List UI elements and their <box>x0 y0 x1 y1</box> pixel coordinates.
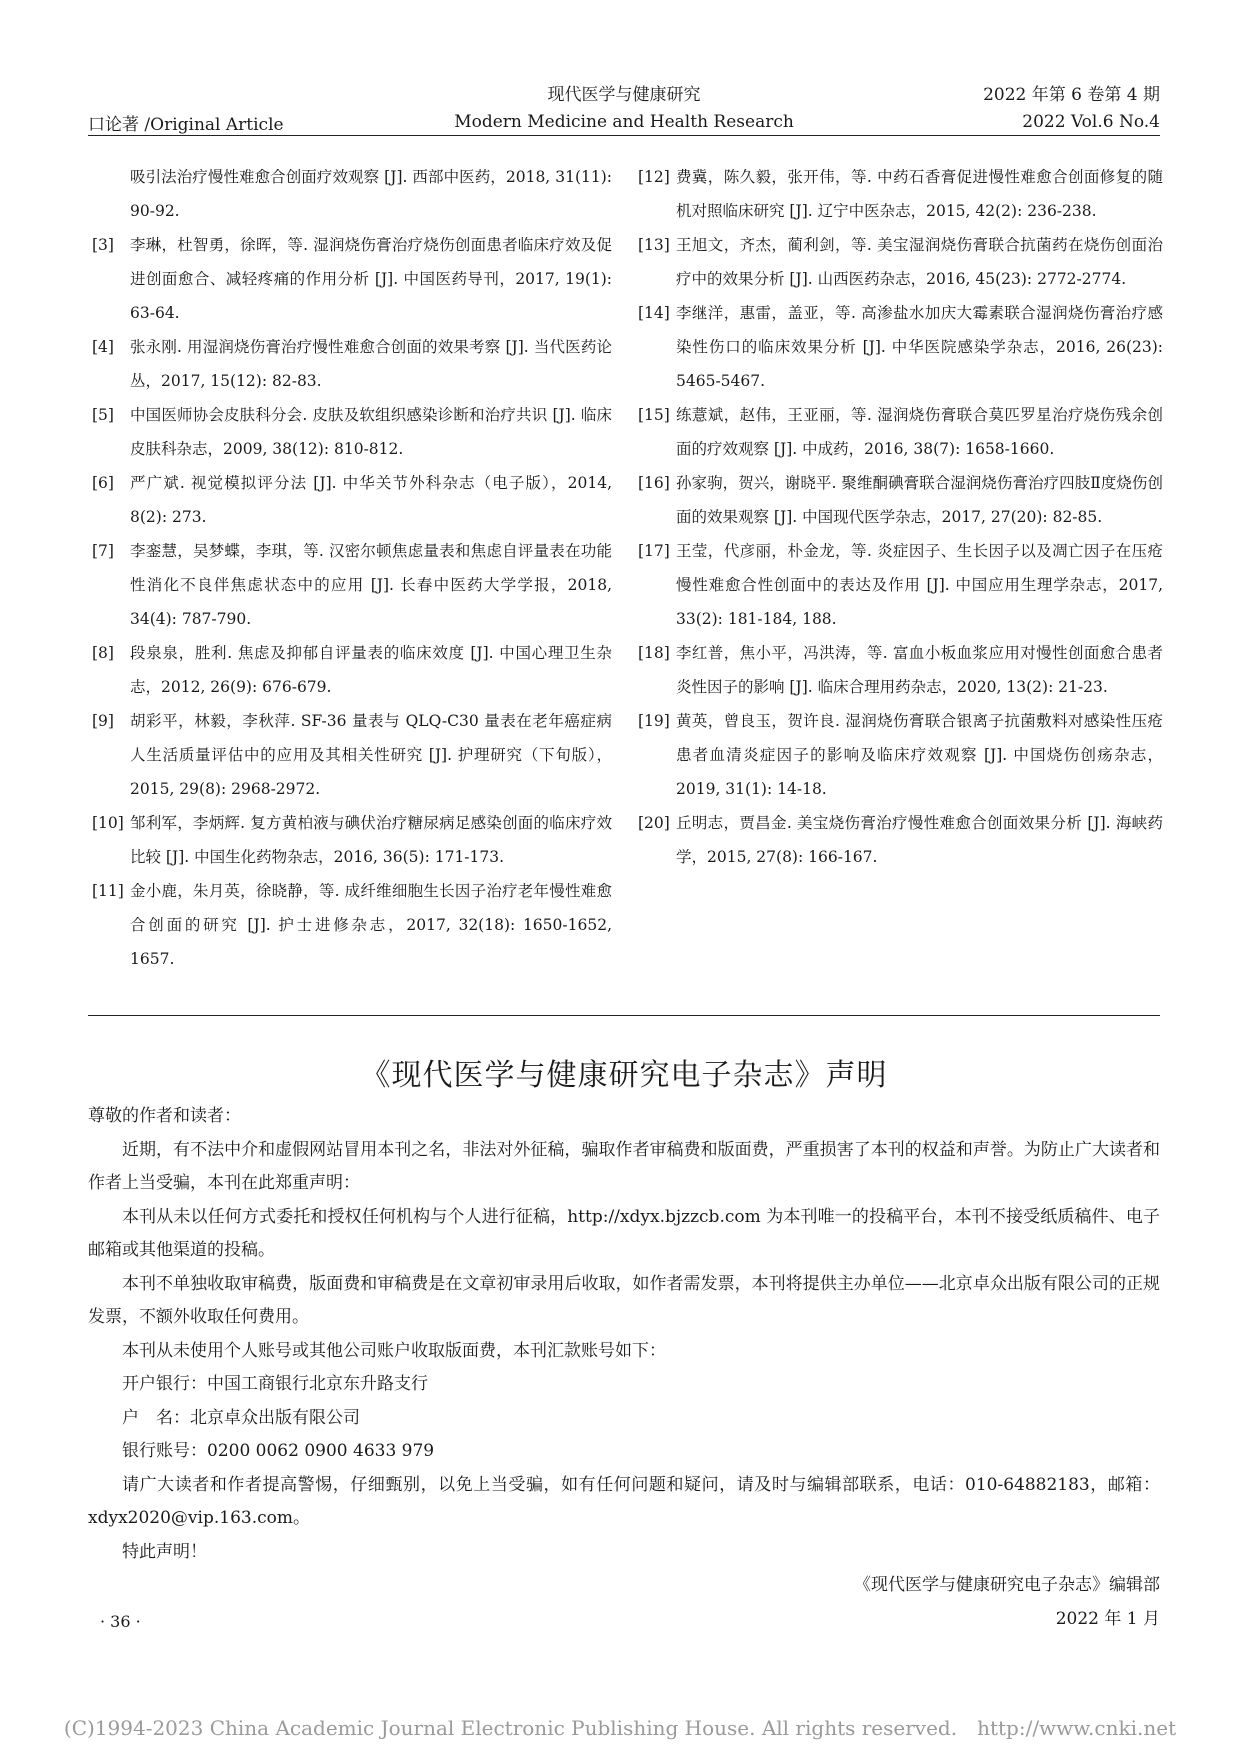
reference-text: 李琳，杜智勇，徐晖，等. 湿润烧伤膏治疗烧伤创面患者临床疗效及促进创面愈合、减轻疼痛的作用分析 [J]. 中国医药导刊，2017, 19(1): 63-64. <box>130 236 612 322</box>
reference-item <box>638 160 1163 228</box>
reference-number: [13] <box>638 236 670 254</box>
reference-text: 李銮慧，吴梦蝶，李琪，等. 汉密尔顿焦虑量表和焦虑自评量表在功能性消化不良伴焦虑状态中的应用 [J]. 长春中医药大学学报，2018, 34(4): 787-790. <box>130 542 612 628</box>
reference-item <box>92 398 612 466</box>
reference-item <box>638 534 1163 636</box>
page-header <box>88 82 1160 135</box>
statement-title: 《现代医学与健康研究电子杂志》声明 <box>360 1058 888 1093</box>
reference-number: [6] <box>92 474 114 492</box>
reference-number: [7] <box>92 542 114 560</box>
copyright-footer: (C)1994-2023 China Academic Journal Electronic Publishing House. All rights reserved. http://www.cnki.net <box>63 1716 1177 1740</box>
reference-text: 丘明志，贾昌金. 美宝烧伤膏治疗慢性难愈合创面效果分析 [J]. 海峡药学，2015, 27(8): 166-167. <box>676 814 1163 866</box>
journal-title-en: Modern Medicine and Health Research <box>454 112 794 132</box>
statement-body <box>88 1100 1160 1636</box>
statement-closing: 特此声明！ <box>122 1541 207 1562</box>
account-number: 银行账号：0200 0062 0900 4633 979 <box>122 1441 435 1461</box>
reference-item <box>638 704 1163 806</box>
reference-item <box>638 636 1163 704</box>
issue-info <box>983 82 1160 136</box>
reference-number: [12] <box>638 168 670 186</box>
reference-text: 胡彩平，林毅，李秋萍. SF-36 量表与 QLQ-C30 量表在老年癌症病人生活质量评估中的应用及其相关性研究 [J]. 护理研究（下旬版），2015, 29(8): 2968-2972. <box>130 712 612 798</box>
reference-text: 吸引法治疗慢性难愈合创面疗效观察 [J]. 西部中医药，2018, 31(11): 90-92. <box>130 168 612 220</box>
statement-greeting: 尊敬的作者和读者： <box>88 1106 241 1126</box>
reference-item <box>638 296 1163 398</box>
reference-text: 中国医师协会皮肤科分会. 皮肤及软组织感染诊断和治疗共识 [J]. 临床皮肤科杂志，2009, 38(12): 810-812. <box>130 406 612 458</box>
header-rule <box>88 135 1160 136</box>
statement-paragraph: 本刊从未使用个人账号或其他公司账户收取版面费，本刊汇款账号如下： <box>122 1340 666 1361</box>
reference-number: [14] <box>638 304 670 322</box>
reference-number: [4] <box>92 338 114 356</box>
reference-number: [10] <box>92 814 124 832</box>
account-name: 户 名：北京卓众出版有限公司 <box>122 1407 360 1428</box>
statement-date: 2022 年 1 月 <box>1055 1608 1160 1629</box>
reference-text: 王莹，代彦丽，朴金龙，等. 炎症因子、生长因子以及凋亡因子在压疮慢性难愈合性创面中的表达及作用 [J]. 中国应用生理学杂志，2017, 33(2): 181-184, 188. <box>676 542 1163 628</box>
reference-number: [9] <box>92 712 114 730</box>
page-number: · 36 · <box>100 1612 141 1631</box>
reference-item <box>638 228 1163 296</box>
issue-cn: 2022 年第 6 卷第 4 期 <box>983 85 1160 105</box>
reference-item <box>92 534 612 636</box>
reference-number: [16] <box>638 474 670 492</box>
reference-item <box>92 466 612 534</box>
reference-number: [11] <box>92 882 124 900</box>
reference-number: [20] <box>638 814 670 832</box>
journal-title-cn: 现代医学与健康研究 <box>547 85 701 105</box>
reference-text: 邹利军，李炳辉. 复方黄柏液与碘伏治疗糖尿病足感染创面的临床疗效比较 [J]. 中国生化药物杂志，2016, 36(5): 171-173. <box>130 814 612 866</box>
references-right-column <box>638 160 1163 874</box>
reference-item <box>92 330 612 398</box>
reference-text: 王旭文，齐杰，蔺利剑，等. 美宝湿润烧伤膏联合抗菌药在烧伤创面治疗中的效果分析 [J]. 山西医药杂志，2016, 45(23): 2772-2774. <box>676 236 1163 288</box>
reference-item <box>92 874 612 976</box>
statement-paragraph: 本刊不单独收取审稿费，版面费和审稿费是在文章初审录用后收取，如作者需发票，本刊将提供主办单位——北京卓众出版有限公司的正规发票，不额外收取任何费用。 <box>88 1273 1160 1327</box>
section-divider <box>88 1015 1160 1016</box>
statement-paragraph: 本刊从未以任何方式委托和授权任何机构与个人进行征稿，http://xdyx.bjzzcb.com 为本刊唯一的投稿平台，本刊不接受纸质稿件、电子邮箱或其他渠道的投稿。 <box>88 1206 1160 1260</box>
reference-text: 金小鹿，朱月英，徐晓静，等. 成纤维细胞生长因子治疗老年慢性难愈合创面的研究 [J]. 护士进修杂志，2017, 32(18): 1650-1652, 1657. <box>130 882 612 968</box>
statement-signature: 《现代医学与健康研究电子杂志》编辑部 <box>854 1575 1160 1595</box>
reference-item <box>92 228 612 330</box>
reference-number: [5] <box>92 406 114 424</box>
reference-text: 严广斌. 视觉模拟评分法 [J]. 中华关节外科杂志（电子版），2014, 8(2): 273. <box>130 474 612 526</box>
reference-item <box>92 160 612 228</box>
issue-en: 2022 Vol.6 No.4 <box>1022 112 1160 132</box>
reference-text: 李红普，焦小平，冯洪涛，等. 富血小板血浆应用对慢性创面愈合患者炎性因子的影响 [J]. 临床合理用药杂志，2020, 13(2): 21-23. <box>676 644 1163 696</box>
section-label: 口论著 /Original Article <box>88 115 284 135</box>
reference-item <box>92 704 612 806</box>
reference-item <box>92 636 612 704</box>
reference-number: [3] <box>92 236 114 254</box>
reference-text: 李继洋，惠雷，盖亚，等. 高渗盐水加庆大霉素联合湿润烧伤膏治疗感染性伤口的临床效果分析 [J]. 中华医院感染学杂志，2016, 26(23): 5465-5467. <box>676 304 1163 390</box>
reference-item <box>638 806 1163 874</box>
reference-number: [8] <box>92 644 114 662</box>
reference-text: 费冀，陈久毅，张开伟，等. 中药石香膏促进慢性难愈合创面修复的随机对照临床研究 [J]. 辽宁中医杂志，2015, 42(2): 236-238. <box>676 168 1163 220</box>
reference-item <box>638 398 1163 466</box>
reference-text: 练薏斌，赵伟，王亚丽，等. 湿润烧伤膏联合莫匹罗星治疗烧伤残余创面的疗效观察 [J]. 中成药，2016, 38(7): 1658-1660. <box>676 406 1163 458</box>
statement-paragraph: 近期，有不法中介和虚假网站冒用本刊之名，非法对外征稿，骗取作者审稿费和版面费，严重损害了本刊的权益和声誉。为防止广大读者和作者上当受骗，本刊在此郑重声明： <box>88 1139 1160 1193</box>
references-left-column <box>92 160 612 976</box>
reference-text: 黄英，曾良玉，贺许良. 湿润烧伤膏联合银离子抗菌敷料对感染性压疮患者血清炎症因子的影响及临床疗效观察 [J]. 中国烧伤创疡杂志，2019, 31(1): 14-18. <box>676 712 1163 798</box>
reference-text: 张永刚. 用湿润烧伤膏治疗慢性难愈合创面的效果考察 [J]. 当代医药论丛，2017, 15(12): 82-83. <box>130 338 612 390</box>
reference-number: [18] <box>638 644 670 662</box>
reference-number: [15] <box>638 406 670 424</box>
reference-item <box>638 466 1163 534</box>
reference-text: 段泉泉，胜利. 焦虑及抑郁自评量表的临床效度 [J]. 中国心理卫生杂志，2012, 26(9): 676-679. <box>130 644 612 696</box>
statement-paragraph: 请广大读者和作者提高警惕，仔细甄别，以免上当受骗，如有任何问题和疑问，请及时与编辑部联系，电话：010-64882183，邮箱：xdyx2020@vip.163.com。 <box>88 1474 1160 1528</box>
reference-item <box>92 806 612 874</box>
reference-text: 孙家驹，贺兴，谢晓平. 聚维酮碘膏联合湿润烧伤膏治疗四肢Ⅱ度烧伤创面的效果观察 [J]. 中国现代医学杂志，2017, 27(20): 82-85. <box>676 474 1163 526</box>
bank-name: 开户银行：中国工商银行北京东升路支行 <box>122 1374 428 1394</box>
reference-number: [19] <box>638 712 670 730</box>
reference-number: [17] <box>638 542 670 560</box>
